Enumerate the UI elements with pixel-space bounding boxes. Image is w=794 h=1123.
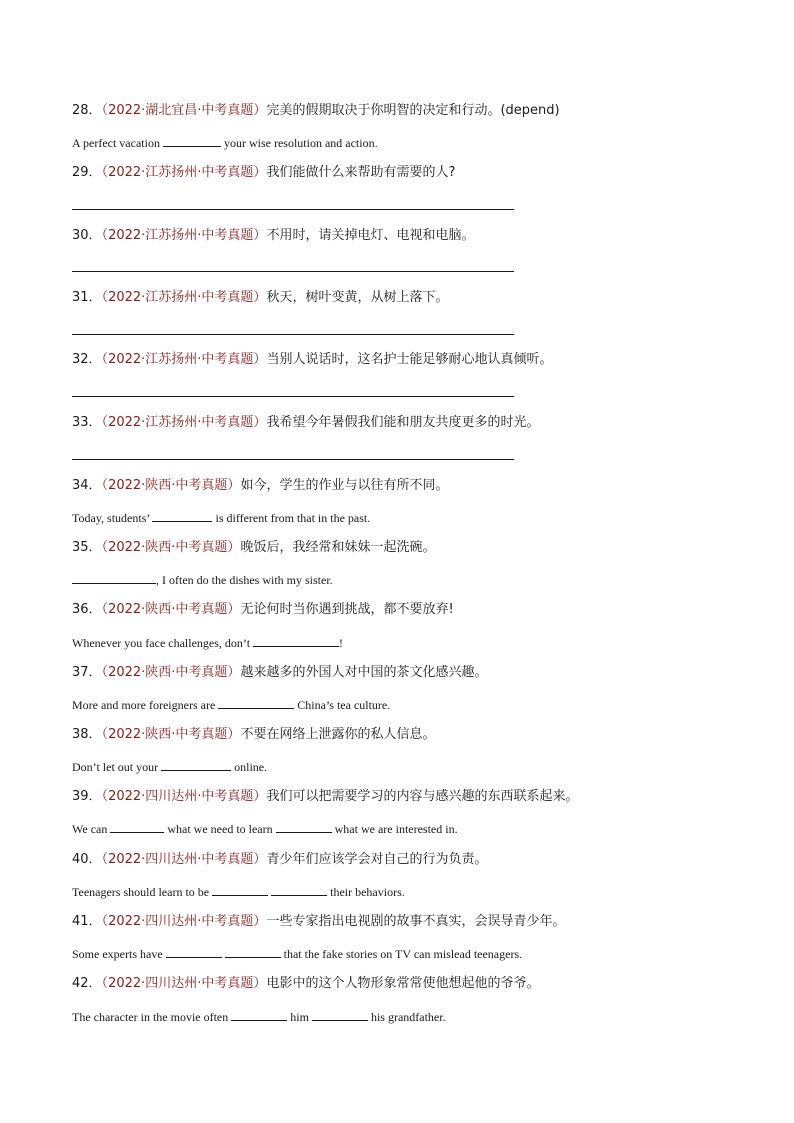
question-38-prompt bbox=[72, 727, 732, 743]
answer-text: what we are interested in. bbox=[331, 822, 458, 836]
question-number: 29． bbox=[72, 165, 102, 180]
question-39-prompt bbox=[72, 789, 732, 805]
answer-text: , I often do the dishes with my sister. bbox=[156, 573, 333, 587]
question-32-answer-line[interactable] bbox=[72, 396, 514, 397]
source-bracket-open: （ bbox=[101, 602, 109, 617]
question-30-prompt bbox=[72, 228, 732, 244]
question-chinese: 一些专家指出电视剧的故事不真实，会误导青少年。 bbox=[266, 914, 566, 929]
question-source: 2022·四川达州·中考真题 bbox=[108, 976, 254, 991]
source-bracket-open: （ bbox=[101, 789, 109, 804]
question-41-answer bbox=[72, 945, 732, 962]
source-bracket-close: ） bbox=[253, 415, 267, 430]
answer-blank[interactable] bbox=[218, 696, 294, 709]
question-number: 30． bbox=[72, 228, 102, 243]
source-bracket-open: （ bbox=[101, 540, 109, 555]
question-42-answer bbox=[72, 1008, 732, 1025]
answer-text: China’s tea culture. bbox=[294, 698, 391, 712]
answer-text: their behaviors. bbox=[327, 885, 405, 899]
source-bracket-close: ） bbox=[253, 976, 267, 991]
source-bracket-open: （ bbox=[101, 165, 109, 180]
question-37-prompt bbox=[72, 665, 732, 681]
question-source: 2022·四川达州·中考真题 bbox=[108, 852, 254, 867]
answer-text: your wise resolution and action. bbox=[220, 136, 378, 150]
question-35-answer bbox=[72, 571, 732, 588]
source-bracket-open: （ bbox=[101, 665, 109, 680]
question-34-prompt bbox=[72, 478, 732, 494]
question-40-prompt bbox=[72, 852, 732, 868]
source-bracket-close: ） bbox=[253, 789, 267, 804]
question-chinese: 不要在网络上泄露你的私人信息。 bbox=[240, 727, 436, 742]
question-source: 2022·四川达州·中考真题 bbox=[108, 789, 254, 804]
question-29-answer-line[interactable] bbox=[72, 209, 514, 210]
question-chinese: 我们能做什么来帮助有需要的人? bbox=[266, 165, 456, 180]
source-bracket-open: （ bbox=[101, 914, 109, 929]
question-36-answer bbox=[72, 634, 732, 651]
source-bracket-open: （ bbox=[101, 415, 109, 430]
answer-blank[interactable] bbox=[166, 945, 222, 958]
source-bracket-close: ） bbox=[227, 540, 241, 555]
question-number: 32． bbox=[72, 352, 102, 367]
question-number: 42． bbox=[72, 976, 102, 991]
question-39-answer bbox=[72, 820, 732, 837]
answer-blank[interactable] bbox=[231, 1008, 287, 1021]
answer-blank[interactable] bbox=[225, 945, 281, 958]
question-source: 2022·湖北宜昌·中考真题 bbox=[108, 103, 254, 118]
question-number: 34． bbox=[72, 478, 102, 493]
question-number: 36． bbox=[72, 602, 102, 617]
question-38-answer bbox=[72, 758, 732, 775]
source-bracket-open: （ bbox=[101, 478, 109, 493]
question-source: 2022·江苏扬州·中考真题 bbox=[108, 165, 254, 180]
source-bracket-close: ） bbox=[227, 478, 241, 493]
answer-text: that the fake stories on TV can mislead teenagers. bbox=[280, 947, 523, 961]
question-number: 33． bbox=[72, 415, 102, 430]
answer-text: Don’t let out your bbox=[72, 760, 162, 774]
question-number: 35． bbox=[72, 540, 102, 555]
answer-text: him bbox=[287, 1010, 312, 1024]
question-number: 39． bbox=[72, 789, 102, 804]
question-31-prompt bbox=[72, 290, 732, 306]
question-source: 2022·陕西·中考真题 bbox=[108, 727, 228, 742]
question-source: 2022·江苏扬州·中考真题 bbox=[108, 415, 254, 430]
question-source: 2022·陕西·中考真题 bbox=[108, 602, 228, 617]
source-bracket-open: （ bbox=[101, 727, 109, 742]
question-chinese: 如今，学生的作业与以往有所不同。 bbox=[240, 478, 449, 493]
answer-text: We can bbox=[72, 822, 111, 836]
question-28-prompt bbox=[72, 103, 732, 119]
question-chinese: 我希望今年暑假我们能和朋友共度更多的时光。 bbox=[266, 415, 540, 430]
question-chinese: 电影中的这个人物形象常常使他想起他的爷爷。 bbox=[266, 976, 540, 991]
question-34-answer bbox=[72, 509, 732, 526]
question-source: 2022·四川达州·中考真题 bbox=[108, 914, 254, 929]
answer-blank[interactable] bbox=[152, 509, 212, 522]
answer-text: A perfect vacation bbox=[72, 136, 163, 150]
source-bracket-open: （ bbox=[101, 352, 109, 367]
question-source: 2022·陕西·中考真题 bbox=[108, 540, 228, 555]
source-bracket-close: ） bbox=[253, 165, 267, 180]
question-source: 2022·江苏扬州·中考真题 bbox=[108, 228, 254, 243]
question-31-answer-line[interactable] bbox=[72, 334, 514, 335]
question-number: 41． bbox=[72, 914, 102, 929]
question-33-prompt bbox=[72, 415, 732, 431]
question-chinese: 秋天，树叶变黄，从树上落下。 bbox=[266, 290, 449, 305]
question-number: 37． bbox=[72, 665, 102, 680]
source-bracket-open: （ bbox=[101, 852, 109, 867]
question-36-prompt bbox=[72, 602, 732, 618]
question-source: 2022·陕西·中考真题 bbox=[108, 665, 228, 680]
question-32-prompt bbox=[72, 352, 732, 368]
question-source: 2022·陕西·中考真题 bbox=[108, 478, 228, 493]
source-bracket-close: ） bbox=[253, 103, 267, 118]
answer-blank[interactable] bbox=[271, 883, 327, 896]
answer-blank[interactable] bbox=[110, 820, 164, 833]
answer-text: Some experts have bbox=[72, 947, 166, 961]
answer-text: online. bbox=[231, 760, 268, 774]
source-bracket-close: ） bbox=[253, 852, 267, 867]
answer-blank[interactable] bbox=[212, 883, 268, 896]
question-29-prompt bbox=[72, 165, 732, 181]
answer-text: The character in the movie often bbox=[72, 1010, 232, 1024]
answer-blank[interactable] bbox=[312, 1008, 368, 1021]
source-bracket-close: ） bbox=[253, 290, 267, 305]
question-number: 40． bbox=[72, 852, 102, 867]
source-bracket-close: ） bbox=[253, 228, 267, 243]
question-42-prompt bbox=[72, 976, 732, 992]
source-bracket-open: （ bbox=[101, 976, 109, 991]
question-chinese: 青少年们应该学会对自己的行为负责。 bbox=[266, 852, 488, 867]
source-bracket-close: ） bbox=[227, 727, 241, 742]
answer-text: Whenever you face challenges, don’t bbox=[72, 636, 254, 650]
answer-blank[interactable] bbox=[253, 634, 339, 647]
answer-blank[interactable] bbox=[72, 571, 156, 584]
question-source: 2022·江苏扬州·中考真题 bbox=[108, 352, 254, 367]
source-bracket-close: ） bbox=[253, 352, 267, 367]
question-chinese: 不用时，请关掉电灯、电视和电脑。 bbox=[266, 228, 475, 243]
source-bracket-close: ） bbox=[227, 665, 241, 680]
question-41-prompt bbox=[72, 914, 732, 930]
question-chinese: 越来越多的外国人对中国的茶文化感兴趣。 bbox=[240, 665, 488, 680]
answer-text: Teenagers should learn to be bbox=[72, 885, 213, 899]
question-40-answer bbox=[72, 883, 732, 900]
question-35-prompt bbox=[72, 540, 732, 556]
answer-text: his grandfather. bbox=[367, 1010, 446, 1024]
answer-text: what we need to learn bbox=[164, 822, 276, 836]
answer-text: More and more foreigners are bbox=[72, 698, 219, 712]
question-30-answer-line[interactable] bbox=[72, 271, 514, 272]
question-chinese: 晚饭后，我经常和妹妹一起洗碗。 bbox=[240, 540, 436, 555]
question-33-answer-line[interactable] bbox=[72, 459, 514, 460]
question-chinese: 我们可以把需要学习的内容与感兴趣的东西联系起来。 bbox=[266, 789, 579, 804]
source-bracket-open: （ bbox=[101, 103, 109, 118]
answer-text: ! bbox=[339, 636, 344, 650]
source-bracket-close: ） bbox=[253, 914, 267, 929]
source-bracket-open: （ bbox=[101, 228, 109, 243]
answer-blank[interactable] bbox=[161, 758, 231, 771]
source-bracket-open: （ bbox=[101, 290, 109, 305]
question-number: 38． bbox=[72, 727, 102, 742]
answer-blank[interactable] bbox=[163, 134, 221, 147]
question-37-answer bbox=[72, 696, 732, 713]
question-28-answer bbox=[72, 134, 732, 151]
source-bracket-close: ） bbox=[227, 602, 241, 617]
question-chinese: 当别人说话时，这名护士能足够耐心地认真倾听。 bbox=[266, 352, 553, 367]
answer-text: Today, students’ bbox=[72, 511, 153, 525]
question-number: 28． bbox=[72, 103, 102, 118]
question-chinese: 无论何时当你遇到挑战，都不要放弃! bbox=[240, 602, 454, 617]
answer-blank[interactable] bbox=[276, 820, 332, 833]
answer-text: is different from that in the past. bbox=[212, 511, 371, 525]
question-number: 31． bbox=[72, 290, 102, 305]
question-chinese: 完美的假期取决于你明智的决定和行动。(depend) bbox=[266, 103, 560, 118]
question-source: 2022·江苏扬州·中考真题 bbox=[108, 290, 254, 305]
